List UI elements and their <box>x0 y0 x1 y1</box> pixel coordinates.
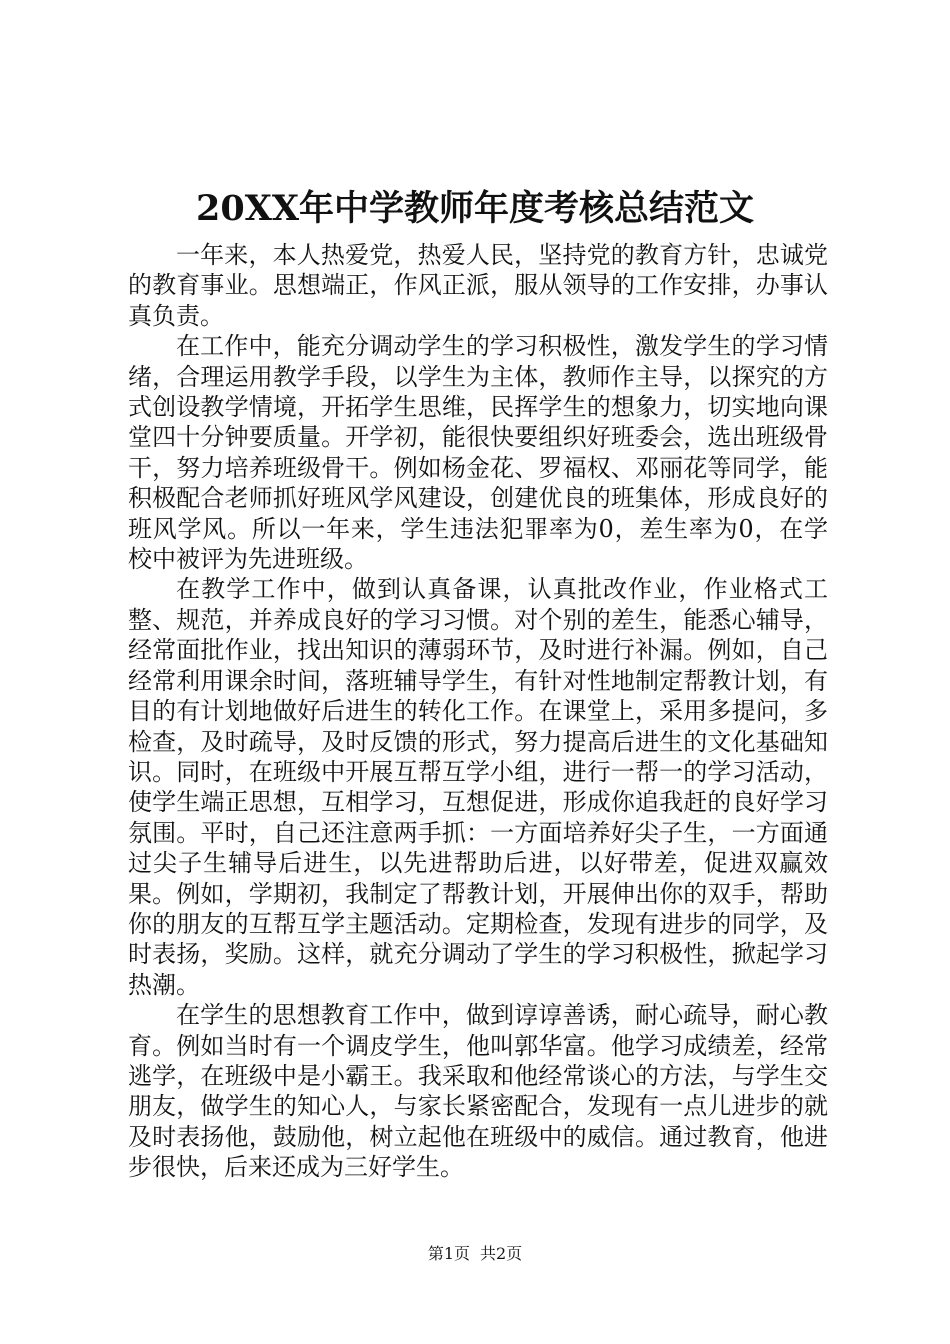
page-number: 第1页 <box>427 1244 470 1263</box>
paragraph-2: 在工作中，能充分调动学生的学习积极性，激发学生的学习情绪，合理运用教学手段，以学生为主体，教师作主导，以探究的方式创设教学情境，开拓学生思维，民挥学生的想象力，切实地向课堂四十分钟要质量。开学初，能很快要组织好班委会，选出班级骨干，努力培养班级骨干。例如杨金花、罗福权、邓丽花等同学，能积极配合老师抓好班风学风建设，创建优良的班集体，形成良好的班风学风。所以一年来，学生违法犯罪率为0，差生率为0，在学校中被评为先进班级。 <box>128 332 828 574</box>
paragraph-4: 在学生的思想教育工作中，做到谆谆善诱，耐心疏导，耐心教育。例如当时有一个调皮学生，他叫郭华富。他学习成绩差，经常逃学，在班级中是小霸王。我采取和他经常谈心的方法，与学生交朋友，做学生的知心人，与家长紧密配合，发现有一点儿进步的就及时表扬他，鼓励他，树立起他在班级中的威信。通过教育，他进步很快，后来还成为三好学生。 <box>128 1001 828 1182</box>
paragraph-3: 在教学工作中，做到认真备课，认真批改作业，作业格式工整、规范，并养成良好的学习习惯。对个别的差生，能悉心辅导，经常面批作业，找出知识的薄弱环节，及时进行补漏。例如，自己经常利用课余时间，落班辅导学生，有针对性地制定帮教计划，有目的有计划地做好后进生的转化工作。在课堂上，采用多提问，多检查，及时疏导，及时反馈的形式，努力提高后进生的文化基础知识。同时，在班级中开展互帮互学小组，进行一帮一的学习活动，使学生端正思想，互相学习，互想促进，形成你追我赶的良好学习氛围。平时，自己还注意两手抓：一方面培养好尖子生，一方面通过尖子生辅导后进生，以先进帮助后进，以好带差，促进双赢效果。例如，学期初，我制定了帮教计划，开展伸出你的双手，帮助你的朋友的互帮互学主题活动。定期检查，发现有进步的同学，及时表扬，奖励。这样，就充分调动了学生的学习积极性，掀起学习热潮。 <box>128 575 828 999</box>
document-body <box>128 240 828 1183</box>
paragraph-1: 一年来，本人热爱党，热爱人民，坚持党的教育方针，忠诚党的教育事业。思想端正，作风正派，服从领导的工作安排，办事认真负责。 <box>128 241 828 330</box>
page-total: 共2页 <box>480 1244 523 1263</box>
page-footer <box>0 1244 950 1264</box>
document-title: 20XX年中学教师年度考核总结范文 <box>195 188 755 229</box>
